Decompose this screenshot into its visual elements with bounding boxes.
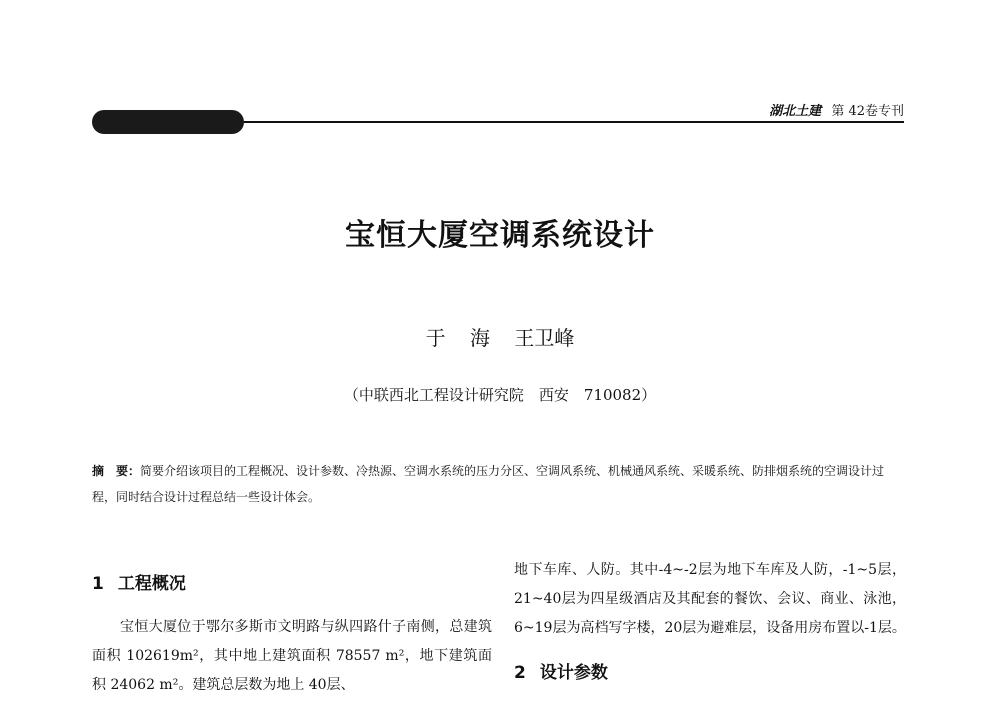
abstract <box>92 458 904 510</box>
journal-issue: 第 42卷专刊 <box>831 104 904 119</box>
section-1-paragraph: 宝恒大厦位于鄂尔多斯市文明路与纵四路什子南侧，总建筑面积 102619m²，其中地上建筑面积 78557 m²，地下建筑面积 24062 m²。建筑总层数为地上 40层、 <box>92 619 492 693</box>
abstract-text: 简要介绍该项目的工程概况、设计参数、冷热源、空调水系统的压力分区、空调风系统、机械通风系统、采暖系统、防排烟系统的空调设计过程，同时结合设计过程总结一些设计体会。 <box>92 464 885 504</box>
journal-name: 湖北土建 <box>769 104 822 119</box>
abstract-label: 摘 要： <box>92 464 141 478</box>
right-column <box>514 556 906 688</box>
paper-affiliation: （中联西北工程设计研究院 西安 710082） <box>343 386 657 404</box>
left-column <box>92 570 492 700</box>
header-rule <box>244 121 904 123</box>
journal-header <box>769 100 904 119</box>
section-2-heading <box>514 659 906 688</box>
right-column-paragraph: 地下车库、人防。其中-4~-2层为地下车库及人防，-1~5层，21~40层为四星级酒店及其配套的餐饮、会议、商业、泳池，6~19层为高档写字楼，20层为避难层，设备用房布置以-1层。 <box>514 562 906 636</box>
section-1-title: 工程概况 <box>117 574 186 594</box>
section-2-number: 2 <box>514 663 526 683</box>
section-2-title: 设计参数 <box>539 663 608 683</box>
section-1-number: 1 <box>92 574 104 594</box>
paper-authors: 于 海 王卫峰 <box>425 326 575 350</box>
header-decorative-bar <box>92 110 244 134</box>
section-1-heading <box>92 570 492 599</box>
paper-title: 宝恒大厦空调系统设计 <box>345 218 655 253</box>
